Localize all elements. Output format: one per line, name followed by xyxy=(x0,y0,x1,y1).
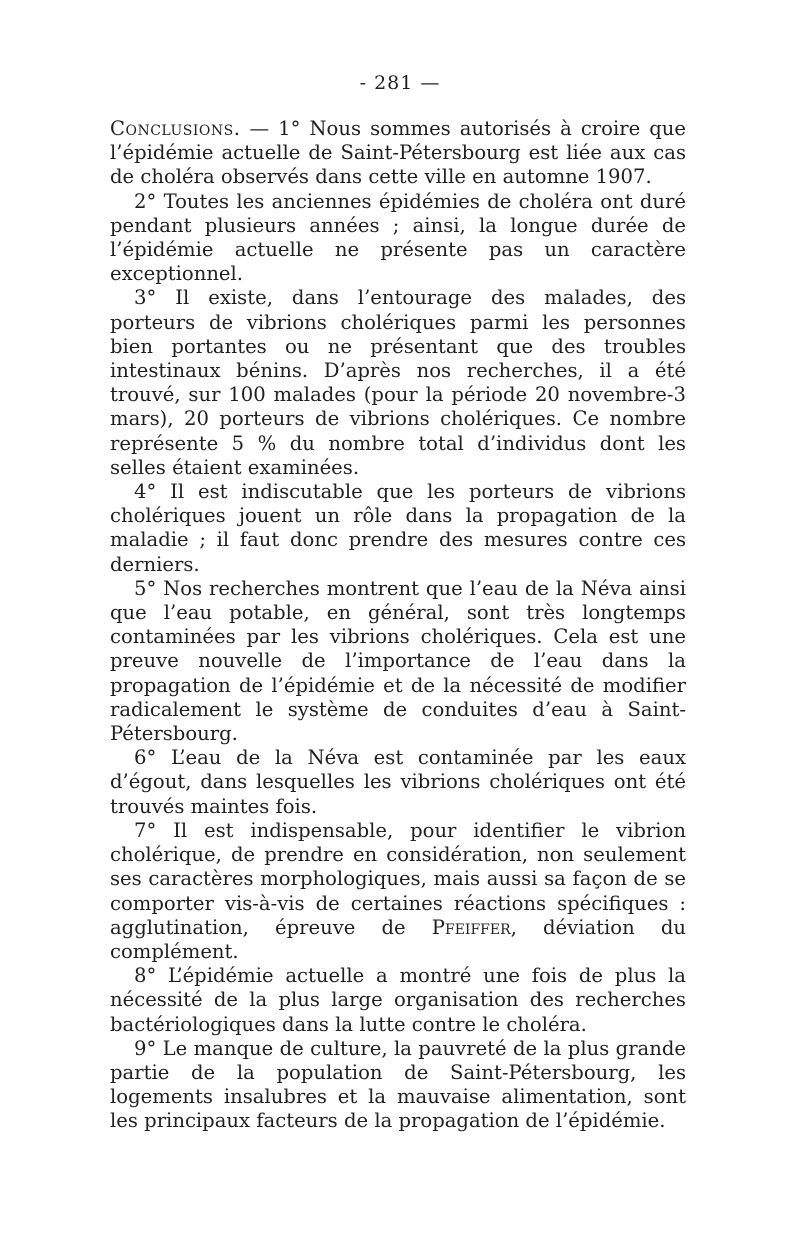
conclusion-5-text: 5° Nos recherches montrent que l’eau de la Néva ainsi que l’eau potable, en général, sont très longtemps contaminées par les vibrions cholériques. Cela est une preuve nouvelle de l’importance de l’eau dans la propagation de l’épidémie et de la nécessité de modifier radicalement le système de conduites d’eau à Saint-Pétersbourg. xyxy=(110,576,686,746)
conclusions-heading: Conclusions. xyxy=(110,117,241,140)
conclusion-1 xyxy=(110,117,686,190)
conclusion-6-text: 6° L’eau de la Néva est contaminée par les eaux d’égout, dans lesquelles les vibrions cholériques ont été trouvés maintes fois. xyxy=(110,746,686,818)
conclusion-9 xyxy=(110,1037,686,1134)
conclusion-5 xyxy=(110,577,686,746)
pfeiffer-name: Pfeiffer xyxy=(431,915,511,939)
conclusion-7-text-after: , déviation du complément. xyxy=(110,915,686,963)
conclusion-4 xyxy=(110,480,686,577)
page-number: - 281 — xyxy=(359,72,441,94)
conclusion-3 xyxy=(110,286,686,480)
conclusion-7-text-before: 7° Il est indispensable, pour identifier le vibrion cholérique, de prendre en considération, non seulement ses caractères morphologiques, mais aussi sa façon de se comporter vis-à-vis de certaines réactions spécifiques : agglutination, épreuve de xyxy=(110,818,686,939)
conclusions-section xyxy=(110,117,686,1134)
conclusion-7 xyxy=(110,819,686,964)
conclusion-8 xyxy=(110,964,686,1037)
conclusion-2-text: 2° Toutes les anciennes épidémies de choléra ont duré pendant plusieurs années ; ainsi, la longue durée de l’épidémie actuelle ne présente pas un caractère exceptionnel. xyxy=(110,189,686,286)
conclusion-4-text: 4° Il est indiscutable que les porteurs de vibrions cholériques jouent un rôle dans la propagation de la maladie ; il faut donc prendre des mesures contre ces derniers. xyxy=(110,480,686,576)
conclusion-6 xyxy=(110,746,686,819)
conclusion-3-text: 3° Il existe, dans l’entourage des malades, des porteurs de vibrions cholériques parmi les personnes bien portantes ou ne présentant que des troubles intestinaux bénins. D’après nos recherches, il a été trouvé, sur 100 malades (pour la période 20 novembre-3 mars), 20 porteurs de vibrions cholériques. Ce nombre représente 5 % du nombre total d’individus dont les selles étaient examinées. xyxy=(110,286,686,479)
conclusion-2 xyxy=(110,190,686,287)
conclusion-1-text: — 1° Nous sommes autorisés à croire que l’épidémie actuelle de Saint-Pétersbourg est liée aux cas de choléra observés dans cette ville en automne 1907. xyxy=(110,117,686,189)
conclusion-8-text: 8° L’épidémie actuelle a montré une fois de plus la nécessité de la plus large organisation des recherches bactériologiques dans la lutte contre le choléra. xyxy=(110,964,686,1036)
conclusion-9-text: 9° Le manque de culture, la pauvreté de la plus grande partie de la population de Saint-Pétersbourg, les logements insalubres et la mauvaise alimentation, sont les principaux facteurs de la propagation de l’épidémie. xyxy=(110,1036,686,1133)
